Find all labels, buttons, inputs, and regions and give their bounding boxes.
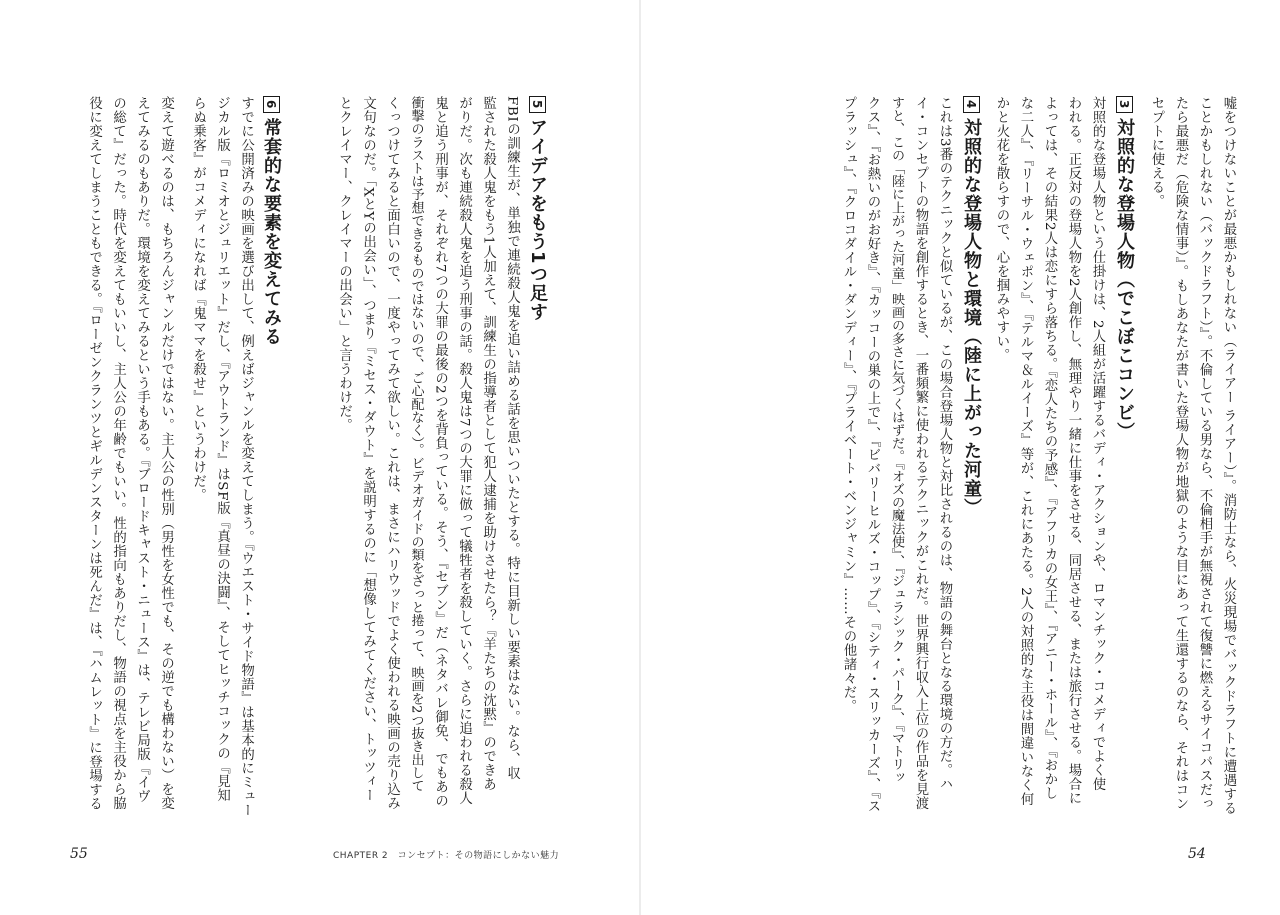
text-column: の総て』だった。時代を変えてもいいし、主人公の年齢でもいい。性的指向もありだし、物語の視点を主役から脇 (110, 96, 126, 810)
text-column: かと火花を散らすので、心を掴みやすい。 (994, 96, 1009, 362)
section-heading (524, 96, 550, 322)
text-column: 鬼と追う刑事が、それぞれ7つの大罪の最後の2つを背負っている。そう、『セブン』だ（ネタバレ御免、でもあの (432, 96, 448, 808)
section-number: 4 (963, 96, 980, 113)
text-column: 文句なのだ。「XとYの出会い」、つまり『ミセス・ダウト』を説明するのに「想像してみてください、トッツィー (360, 96, 376, 803)
text-column: 対照的な登場人物という仕掛けは、2人組が活躍するバディ・アクションや、ロマンチック・コメディでよく使 (1090, 96, 1105, 792)
text-column: よっては、その結果2人は恋にすら落ちる。『恋人たちの予感』、『アフリカの女王』、『アニー・ホール』、『おかし (1042, 96, 1057, 801)
text-column: たら最悪だ（危険な情事）』。もしあなたが書いた登場人物が地獄のような目にあって生還するのなら、それはコン (1173, 96, 1188, 811)
text-column: これは3番のテクニックと似ているが、この場合登場人物と対比されるのは、物語の舞台となる環境の方だ。ハ (937, 96, 952, 792)
page-number-left: 55 (70, 846, 88, 862)
text-column: ジカル版『ロミオとジュリエット』だし、『アウトランド』はSF版『真昼の決闘』、そしてヒッチコックの『見知 (214, 96, 230, 803)
text-column: 衝撃のラストは予想できるものではないので、ご心配なく）。ビデオガイドの類をざっと捲って、映画を2つ抜き出して (408, 96, 424, 793)
section-heading (258, 96, 284, 346)
section-heading (958, 96, 984, 517)
text-column: われる。正反対の登場人物を2人創作し、無理やり一緒に仕事をさせる、同居させる、または旅行させる。場合に (1066, 96, 1081, 806)
section-title: 対照的な登場人物と環境（陸に上がった河童） (961, 118, 982, 517)
text-column: クス』、『お熱いのがお好き』、『カッコーの巣の上で』、『ビバリーヒルズ・コップ』、『シティ・スリッカーズ』、『ス (865, 96, 880, 813)
text-column: ことかもしれない（バックドラフト）』。不倫している男なら、不倫相手が無視されて復讐に燃えるサイコパスだっ (1197, 96, 1212, 811)
text-column: イ・コンセプトの物語を創作するとき、一番頻繁に使われるテクニックがこれだ。世界興行収入上位の作品を見渡 (913, 96, 928, 810)
page-number-right: 54 (1188, 846, 1206, 862)
section-number: 6 (263, 96, 280, 113)
section-title: アイデアをもう1つ足す (527, 118, 548, 322)
text-column: がりだ。次も連続殺人鬼を追う刑事の話。殺人鬼は7つの大罪に倣って犠牲者を殺していく。さらに追われる殺人 (456, 96, 472, 806)
page-gutter (639, 0, 641, 915)
section-number: 5 (529, 96, 546, 113)
text-column: えてみるのもありだ。環境を変えてみるという手もある。『ブロードキャスト・ニュース』は、テレビ局版『イヴ (134, 96, 150, 804)
text-column: 変えて遊べるのは、もちろんジャンルだけではない。主人公の性別（男性を女性でも、その逆でも構わない）を変 (158, 96, 174, 810)
text-column: 役に変えてしまうこともできる。『ローゼンクランツとギルデンスターンは死んだ』は、『ハムレット』に登場する (86, 96, 102, 811)
text-column: プラッシュ』、『クロコダイル・ダンディー』、『プライベート・ベンジャミン』……その他諸々だ。 (841, 96, 856, 714)
section-title: 常套的な要素を変えてみる (261, 118, 282, 346)
text-column: とクレイマー、クレイマーの出会い」と言うわけだ。 (336, 96, 352, 432)
text-column: FBIの訓練生が、単独で連続殺人鬼を追い詰める話を思いついたとする。特に目新しい要素はない。なら、収 (504, 96, 520, 781)
text-column: すと、この「陸に上がった河童」映画の多さに気づくはずだ。『オズの魔法使』、『ジュラシック・パーク』、『マトリッ (889, 96, 904, 784)
text-column: な二人』、『リーサル・ウェポン』、『テルマ＆ルイーズ』等が、これにあたる。2人の対照的な主役は間違いなく何 (1018, 96, 1033, 807)
running-footer: CHAPTER 2 コンセプト：その物語にしかない魅力 (333, 851, 560, 861)
text-column: らぬ乗客』がコメディになれば『鬼ママを殺せ』というわけだ。 (190, 96, 206, 502)
section-number: 3 (1116, 96, 1133, 113)
text-column: くっつけてみると面白いので、一度やってみて欲しい。これは、まさにハリウッドでよく使われる映画の売り込み (384, 96, 400, 810)
text-column: 嘘をつけないことが最悪かもしれない（ライアー ライアー）』。消防士なら、火災現場でバックドラフトに遭遇する (1221, 96, 1236, 816)
section-title: 対照的な登場人物（でこぼこコンビ） (1114, 118, 1135, 441)
text-column: 監された殺人鬼をもう1人加えて、訓練生の指導者として犯人逮捕を助けさせたら？『羊たちの沈黙』のできあ (480, 96, 496, 792)
text-column: すでに公開済みの映画を選び出して、例えばジャンルを変えてしまう。『ウエスト・サイド物語』は基本的にミュー (238, 96, 254, 818)
section-heading (1111, 96, 1137, 441)
text-column: セプトに使える。 (1149, 96, 1164, 208)
